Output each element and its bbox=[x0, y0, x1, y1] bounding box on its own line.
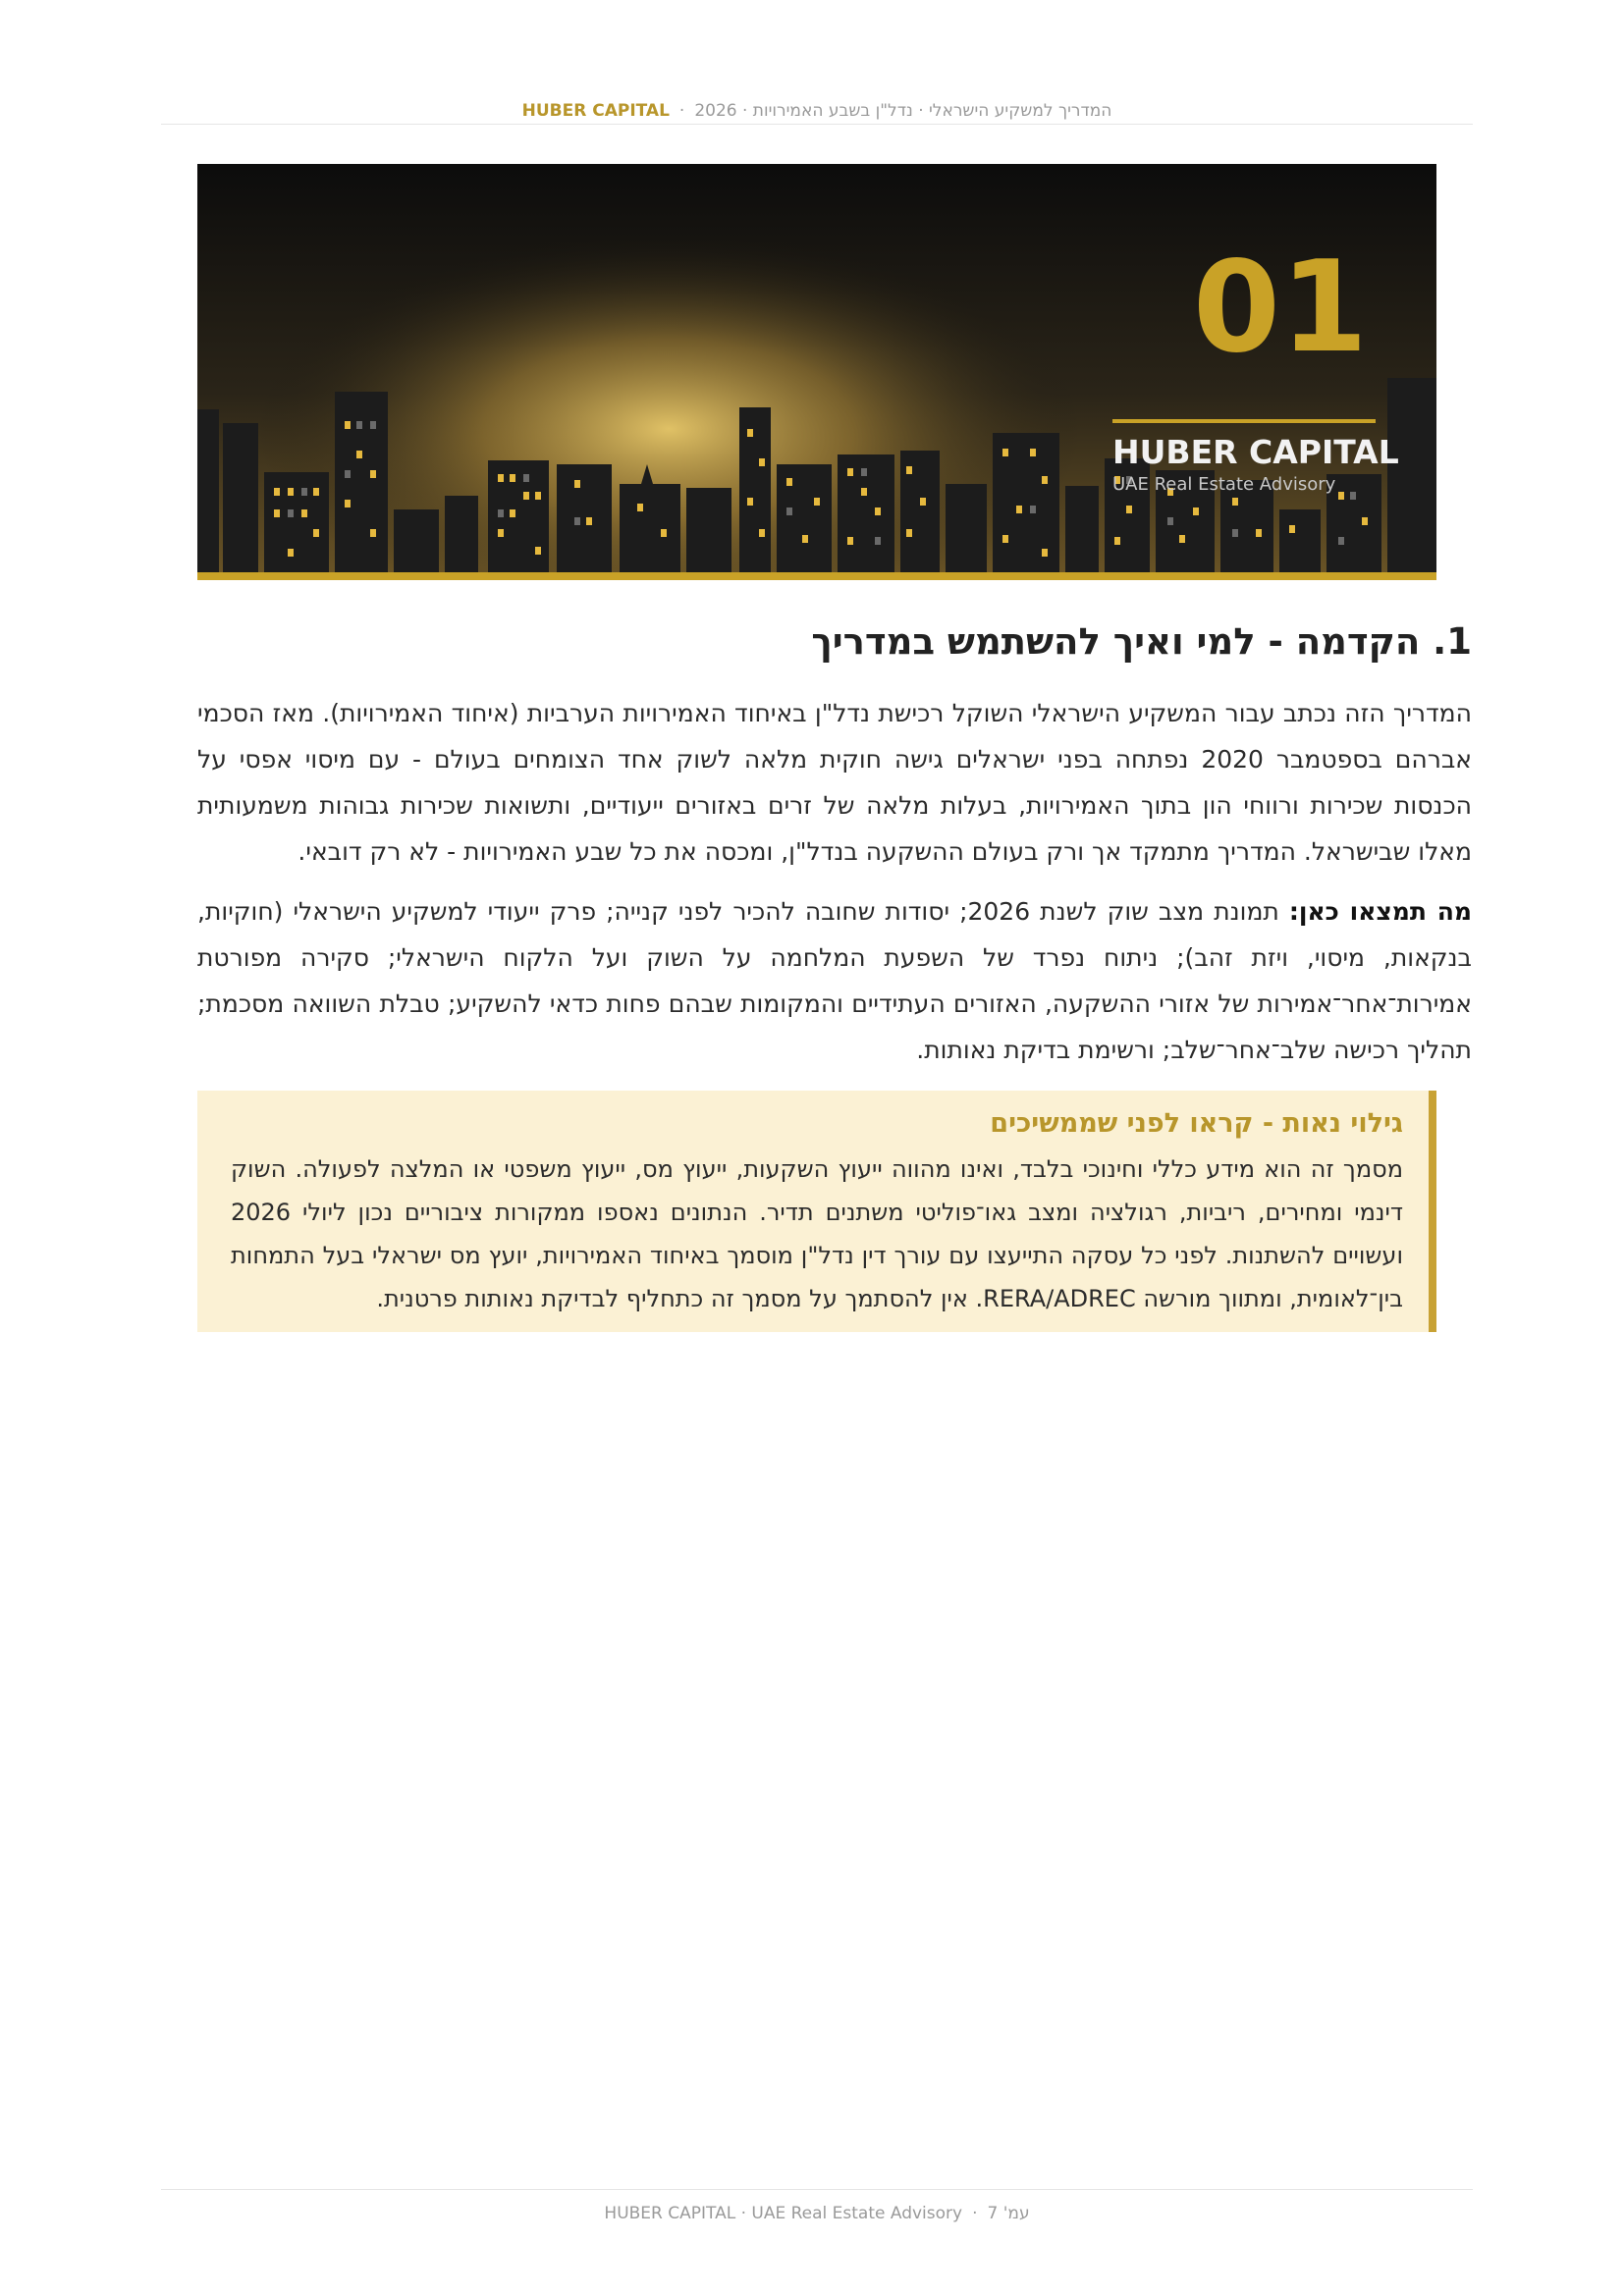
header-brand: HUBER CAPITAL bbox=[521, 101, 670, 121]
disclaimer-title: גילוי נאות - קראו לפני שממשיכים bbox=[990, 1108, 1403, 1139]
section-title: 1. הקדמה - למי ואיך להשתמש במדריך bbox=[811, 620, 1472, 663]
footer-text: HUBER CAPITAL · UAE Real Estate Advisory bbox=[604, 2204, 963, 2223]
banner-brand: HUBER CAPITAL bbox=[1112, 433, 1399, 471]
banner-chapter-number: 01 bbox=[1192, 235, 1368, 381]
contents-text: תמונת מצב שוק לשנת 2026; יסודות שחובה להכיר לפני קנייה; פרק ייעודי למשקיע הישראלי (חוקיות, בנקאות, מיסוי, ויזת זהב); ניתוח נפרד של השפעת המלחמה על השוק ועל הלקוח הישראלי; סקירה מפורטת אמירות־אחר־אמירות של אזורי ההשקעה, האזורים העתידיים והמקומות שבהם פחות כדאי להשקיע; טבלת השוואה מסכמת; תהליך רכישה שלב־אחר־שלב; ורשימת בדיקת נאותות. bbox=[197, 897, 1472, 1064]
banner-tagline: UAE Real Estate Advisory bbox=[1112, 474, 1336, 495]
banner-brand-rule bbox=[1112, 419, 1376, 423]
running-footer bbox=[161, 2189, 1473, 2223]
chapter-banner-image bbox=[197, 164, 1436, 580]
header-separator: · bbox=[678, 101, 685, 121]
header-title: המדריך למשקיע הישראלי · נדל"ן בשבע האמירויות · 2026 bbox=[694, 101, 1112, 121]
contents-paragraph bbox=[197, 888, 1472, 1073]
banner-ground-line bbox=[197, 572, 1436, 580]
footer-separator: · bbox=[972, 2204, 978, 2223]
contents-lead: מה תמצאו כאן: bbox=[1288, 897, 1472, 926]
footer-page-number: עמ' 7 bbox=[987, 2204, 1030, 2223]
running-header bbox=[161, 98, 1473, 125]
disclaimer-body: מסמך זה הוא מידע כללי וחינוכי בלבד, ואינו מהווה ייעוץ השקעות, ייעוץ מס, ייעוץ משפטי או המלצה לפעולה. השוק דינמי ומחירים, ריביות, רגולציה ומצב גאו־פוליטי משתנים תדיר. הנתונים נאספו ממקורות ציבוריים נכון ליולי 2026 ועשויים להשתנות. לפני כל עסקה התייעצו עם עורך דין נדל"ן מוסמך באיחוד האמירויות, יועץ מס ישראלי בעל התמחות בין־לאומית, ומתווך מורשה RERA/ADREC. אין להסתמך על מסמך זה כתחליף לבדיקת נאותות פרטנית. bbox=[231, 1155, 1403, 1312]
disclaimer-callout bbox=[197, 1091, 1436, 1332]
intro-paragraph: המדריך הזה נכתב עבור המשקיע הישראלי השוקל רכישת נדל"ן באיחוד האמירויות הערביות (איחוד האמירויות). מאז הסכמי אברהם בספטמבר 2020 נפתחה בפני ישראלים גישה חוקית מלאה לשוק אחד הצומחים בעולם - עם מיסוי אפסי על הכנסות שכירות ורווחי הון בתוך האמירויות, בעלות מלאה של זרים באזורים ייעודיים, ותשואות שכירות גבוהות משמעותית מאלו שבישראל. המדריך מתמקד אך ורק בעולם ההשקעה בנדל"ן, ומכסה את כל שבע האמירויות - לא רק דובאי. bbox=[197, 699, 1472, 866]
